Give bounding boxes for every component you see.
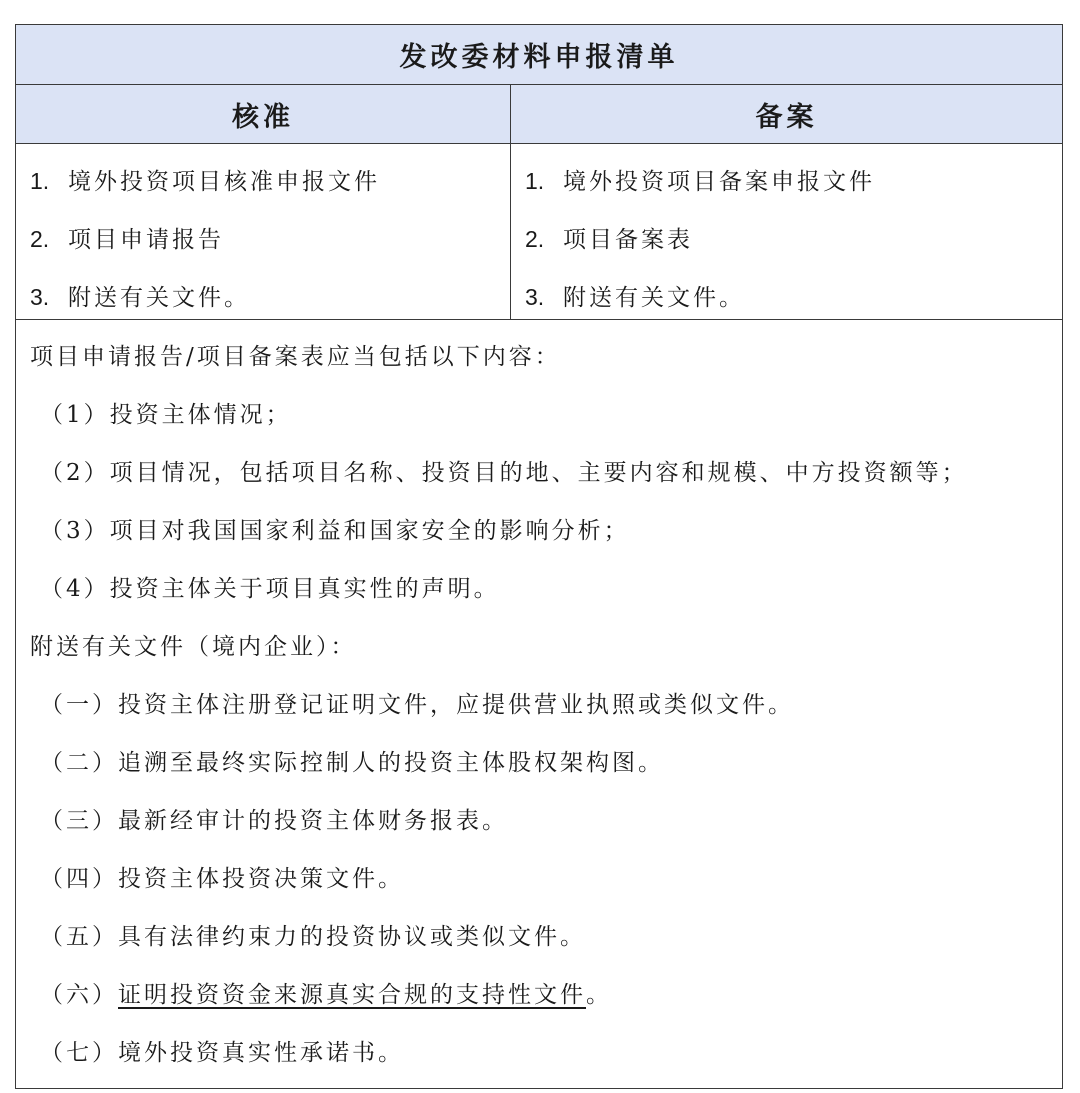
list-text: 附送有关文件。 [68,285,250,311]
attachment-text: 具有法律约束力的投资协议或类似文件。 [118,924,586,950]
attachment-text: 最新经审计的投资主体财务报表。 [118,808,508,834]
list-text: 项目申请报告 [68,227,224,253]
attachment-prefix: （五） [40,924,118,950]
report-item: （4）投资主体关于项目真实性的声明。 [40,576,500,602]
list-text: 附送有关文件。 [563,285,745,311]
column-header-filing [511,85,1062,143]
list-item [525,268,1062,326]
requirements-section [16,320,1062,1088]
attachments-heading: 附送有关文件（境内企业）： [30,634,357,660]
attachment-prefix: （七） [40,1040,118,1066]
attachment-prefix: （一） [40,692,118,718]
column-header-filing-text: 备案 [755,101,818,133]
list-number: 3. [30,284,50,310]
document-list-row [16,144,1062,320]
list-item [525,210,1062,268]
list-text: 项目备案表 [563,227,693,253]
report-item: （3）项目对我国国家利益和国家安全的影响分析； [40,518,630,544]
materials-checklist-table [15,24,1063,1089]
report-item: （2）项目情况，包括项目名称、投资目的地、主要内容和规模、中方投资额等； [40,460,968,486]
attachment-item [30,734,1062,792]
list-number: 2. [525,226,545,252]
attachment-text: 投资主体注册登记证明文件，应提供营业执照或类似文件。 [118,692,794,718]
approval-documents-cell [16,144,511,319]
list-number: 1. [30,168,50,194]
attachment-item [30,850,1062,908]
table-title [16,25,1062,85]
attachment-text: 投资主体投资决策文件。 [118,866,404,892]
list-item [525,152,1062,210]
list-number: 1. [525,168,545,194]
list-item [30,152,510,210]
list-number: 2. [30,226,50,252]
list-text: 境外投资项目备案申报文件 [563,169,875,195]
list-item [30,210,510,268]
attachment-item [30,1024,1062,1082]
attachment-prefix: （六） [40,982,118,1008]
list-item [30,268,510,326]
attachment-text: 追溯至最终实际控制人的投资主体股权架构图。 [118,750,664,776]
attachment-item [30,676,1062,734]
attachment-item [30,792,1062,850]
table-title-text: 发改委材料申报清单 [399,42,679,73]
attachment-item [30,908,1062,966]
attachment-prefix: （三） [40,808,118,834]
report-heading: 项目申请报告/项目备案表应当包括以下内容： [30,344,561,370]
column-header-approval-text: 核准 [232,101,294,133]
column-header-approval [16,85,511,143]
attachment-prefix: （二） [40,750,118,776]
column-header-row [16,85,1062,144]
attachment-prefix: （四） [40,866,118,892]
attachment-text: 境外投资真实性承诺书。 [118,1040,404,1066]
attachment-suffix: 。 [586,982,612,1008]
attachment-item-underlined [30,966,1062,1024]
attachment-text-underlined: 证明投资资金来源真实合规的支持性文件 [118,982,586,1008]
report-item: （1）投资主体情况； [40,402,292,428]
list-number: 3. [525,284,545,310]
list-text: 境外投资项目核准申报文件 [68,169,380,195]
filing-documents-cell [511,144,1062,319]
